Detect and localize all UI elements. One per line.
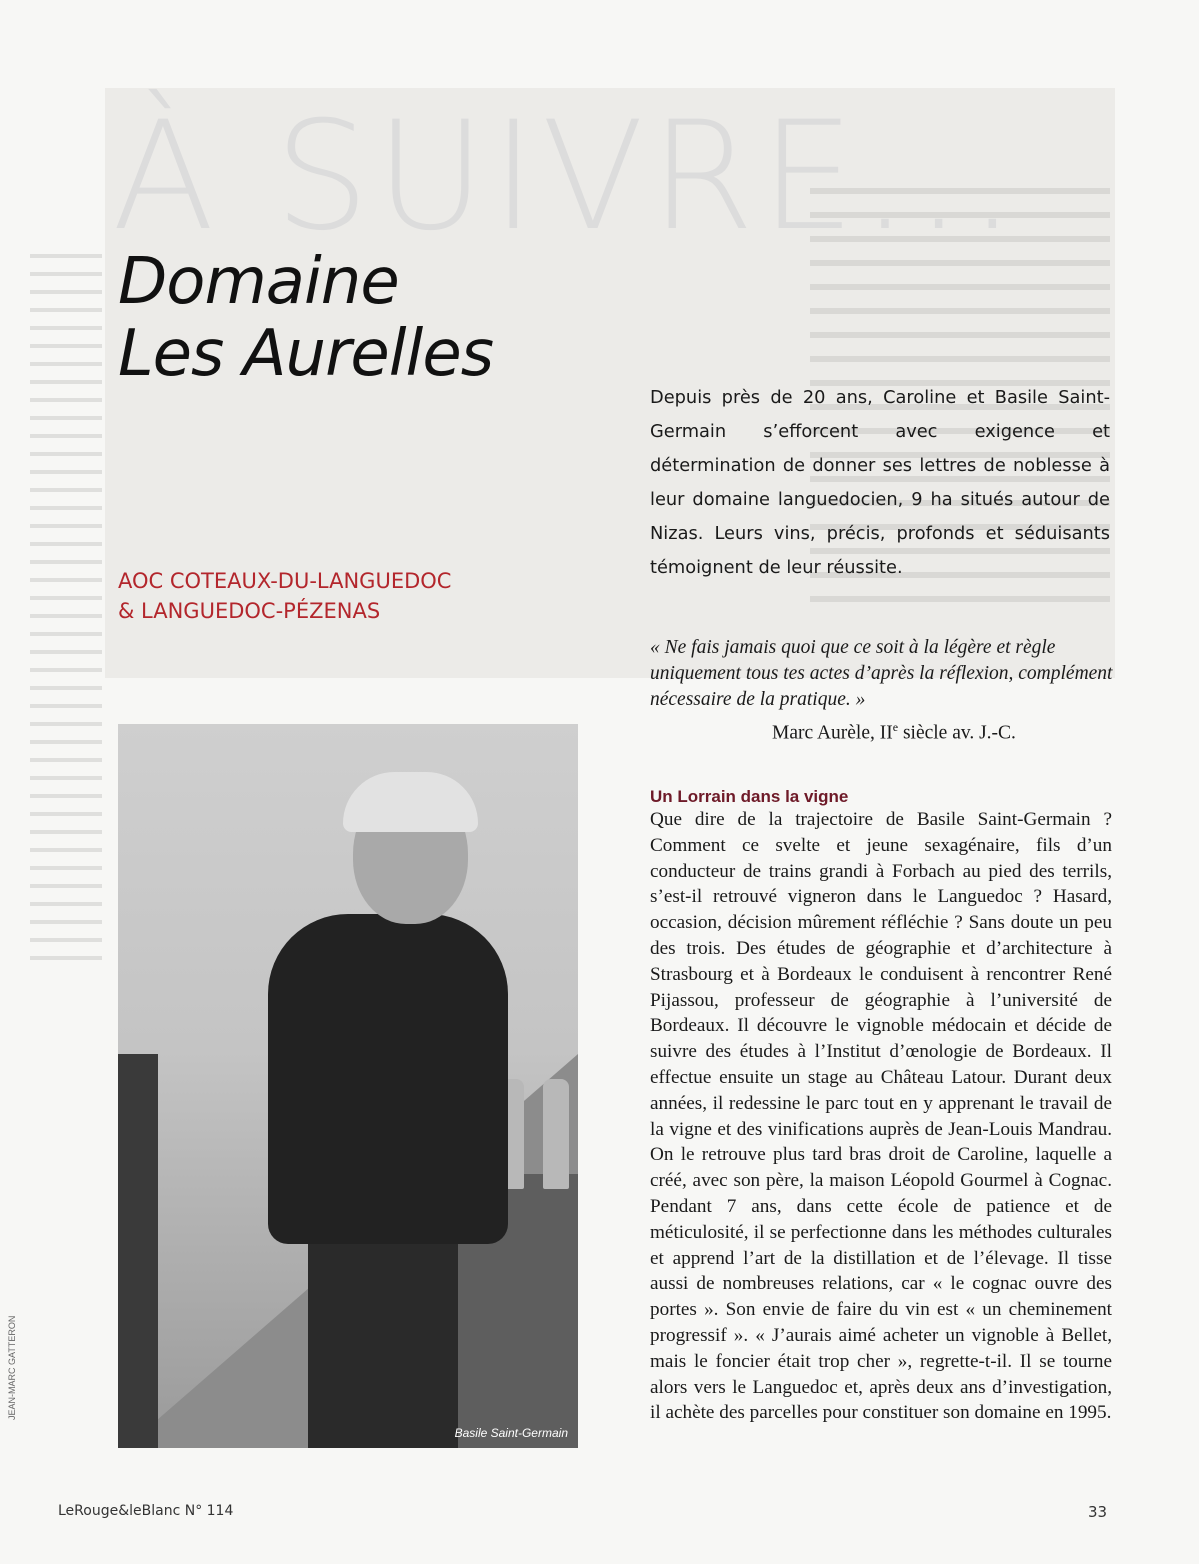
section-heading: Un Lorrain dans la vigne bbox=[650, 787, 849, 806]
photo-person-hair bbox=[343, 772, 478, 832]
subtitle-line-2: & LANGUEDOC-PÉZENAS bbox=[118, 599, 381, 623]
photo-person-body bbox=[268, 914, 508, 1244]
appellation-subtitle bbox=[118, 566, 451, 626]
quote-author bbox=[772, 714, 1016, 747]
photo-bottle bbox=[543, 1079, 569, 1189]
quote-author-rest: siècle av. J.-C. bbox=[898, 722, 1016, 744]
photo-caption: Basile Saint-Germain bbox=[454, 1426, 568, 1440]
photo-credit: JEAN-MARC GATTERON bbox=[7, 1315, 17, 1420]
portrait-photo bbox=[118, 724, 578, 1448]
title-line-1: Domaine bbox=[118, 245, 399, 319]
bleed-through-text-left bbox=[0, 240, 110, 1470]
photo-legs bbox=[308, 1224, 458, 1448]
section-body: Que dire de la trajectoire de Basile Saint-Germain ? Comment ce svelte et jeune sexagénaire, fils d’un conducteur de trains grandi à Forbach au pied des terrils, s’est-il retrouvé vigneron dans le Languedoc ? Hasard, occasion, décision mûrement réfléchie ? Sans doute un peu des trois. Des études de géographie et d’architecture à Strasbourg et à Bordeaux le conduisent à rencontrer René Pijassou, professeur de géographie à l’université de Bordeaux. Il découvre le vignoble médocain et décide de suivre des études à l’Institut d’œnologie de Bordeaux. Il effectue ensuite un stage au Château Latour. Durant deux années, il redessine le parc tout en y apprenant le travail de la vigne et des vinifications auprès de Jean-Louis Mandrau. On le retrouve plus tard bras droit de Caroline, laquelle a créé, avec son père, la maison Léopold Gourmel à Cognac. Pendant 7 ans, dans cette école de patience et de méticulosité, il se perfectionne dans les méthodes culturales et apprend l’art de la distillation et de l’élevage. Il tisse aussi de nombreuses relations, car « le cognac ouvre des portes ». Son envie de faire du vin est « un cheminement progressif ». « J’aurais aimé acheter un vignoble à Bellet, mais le foncier était trop cher », regrette-t-il. Il se tourne alors vers le Languedoc et, après deux ans d’investigation, il achète des parcelles pour constituer son domaine en 1995. bbox=[650, 809, 1112, 1424]
page-number: 33 bbox=[1088, 1503, 1108, 1521]
section-watermark: À SUIVRE... bbox=[112, 90, 1023, 264]
photo-post bbox=[118, 1054, 158, 1448]
magazine-issue: LeRouge&leBlanc N° 114 bbox=[58, 1503, 234, 1519]
article-title bbox=[118, 246, 493, 390]
quote-author-sup: e bbox=[892, 720, 899, 734]
subtitle-line-1: AOC COTEAUX-DU-LANGUEDOC bbox=[118, 569, 452, 593]
intro-paragraph: Depuis près de 20 ans, Caroline et Basile Saint-Germain s’efforcent avec exigence et détermination de donner ses lettres de noblesse à leur domaine languedocien, 9 ha situés autour de Nizas. Leurs vins, précis, profonds et séduisants témoignent de leur réussite. bbox=[650, 387, 1110, 578]
title-line-2: Les Aurelles bbox=[118, 317, 494, 391]
epigraph-quote: « Ne fais jamais quoi que ce soit à la légère et règle uniquement tous tes actes d’après la réflexion, complément nécessaire de la pratique. » bbox=[650, 637, 1113, 710]
quote-author-name: Marc Aurèle, II bbox=[772, 722, 893, 744]
